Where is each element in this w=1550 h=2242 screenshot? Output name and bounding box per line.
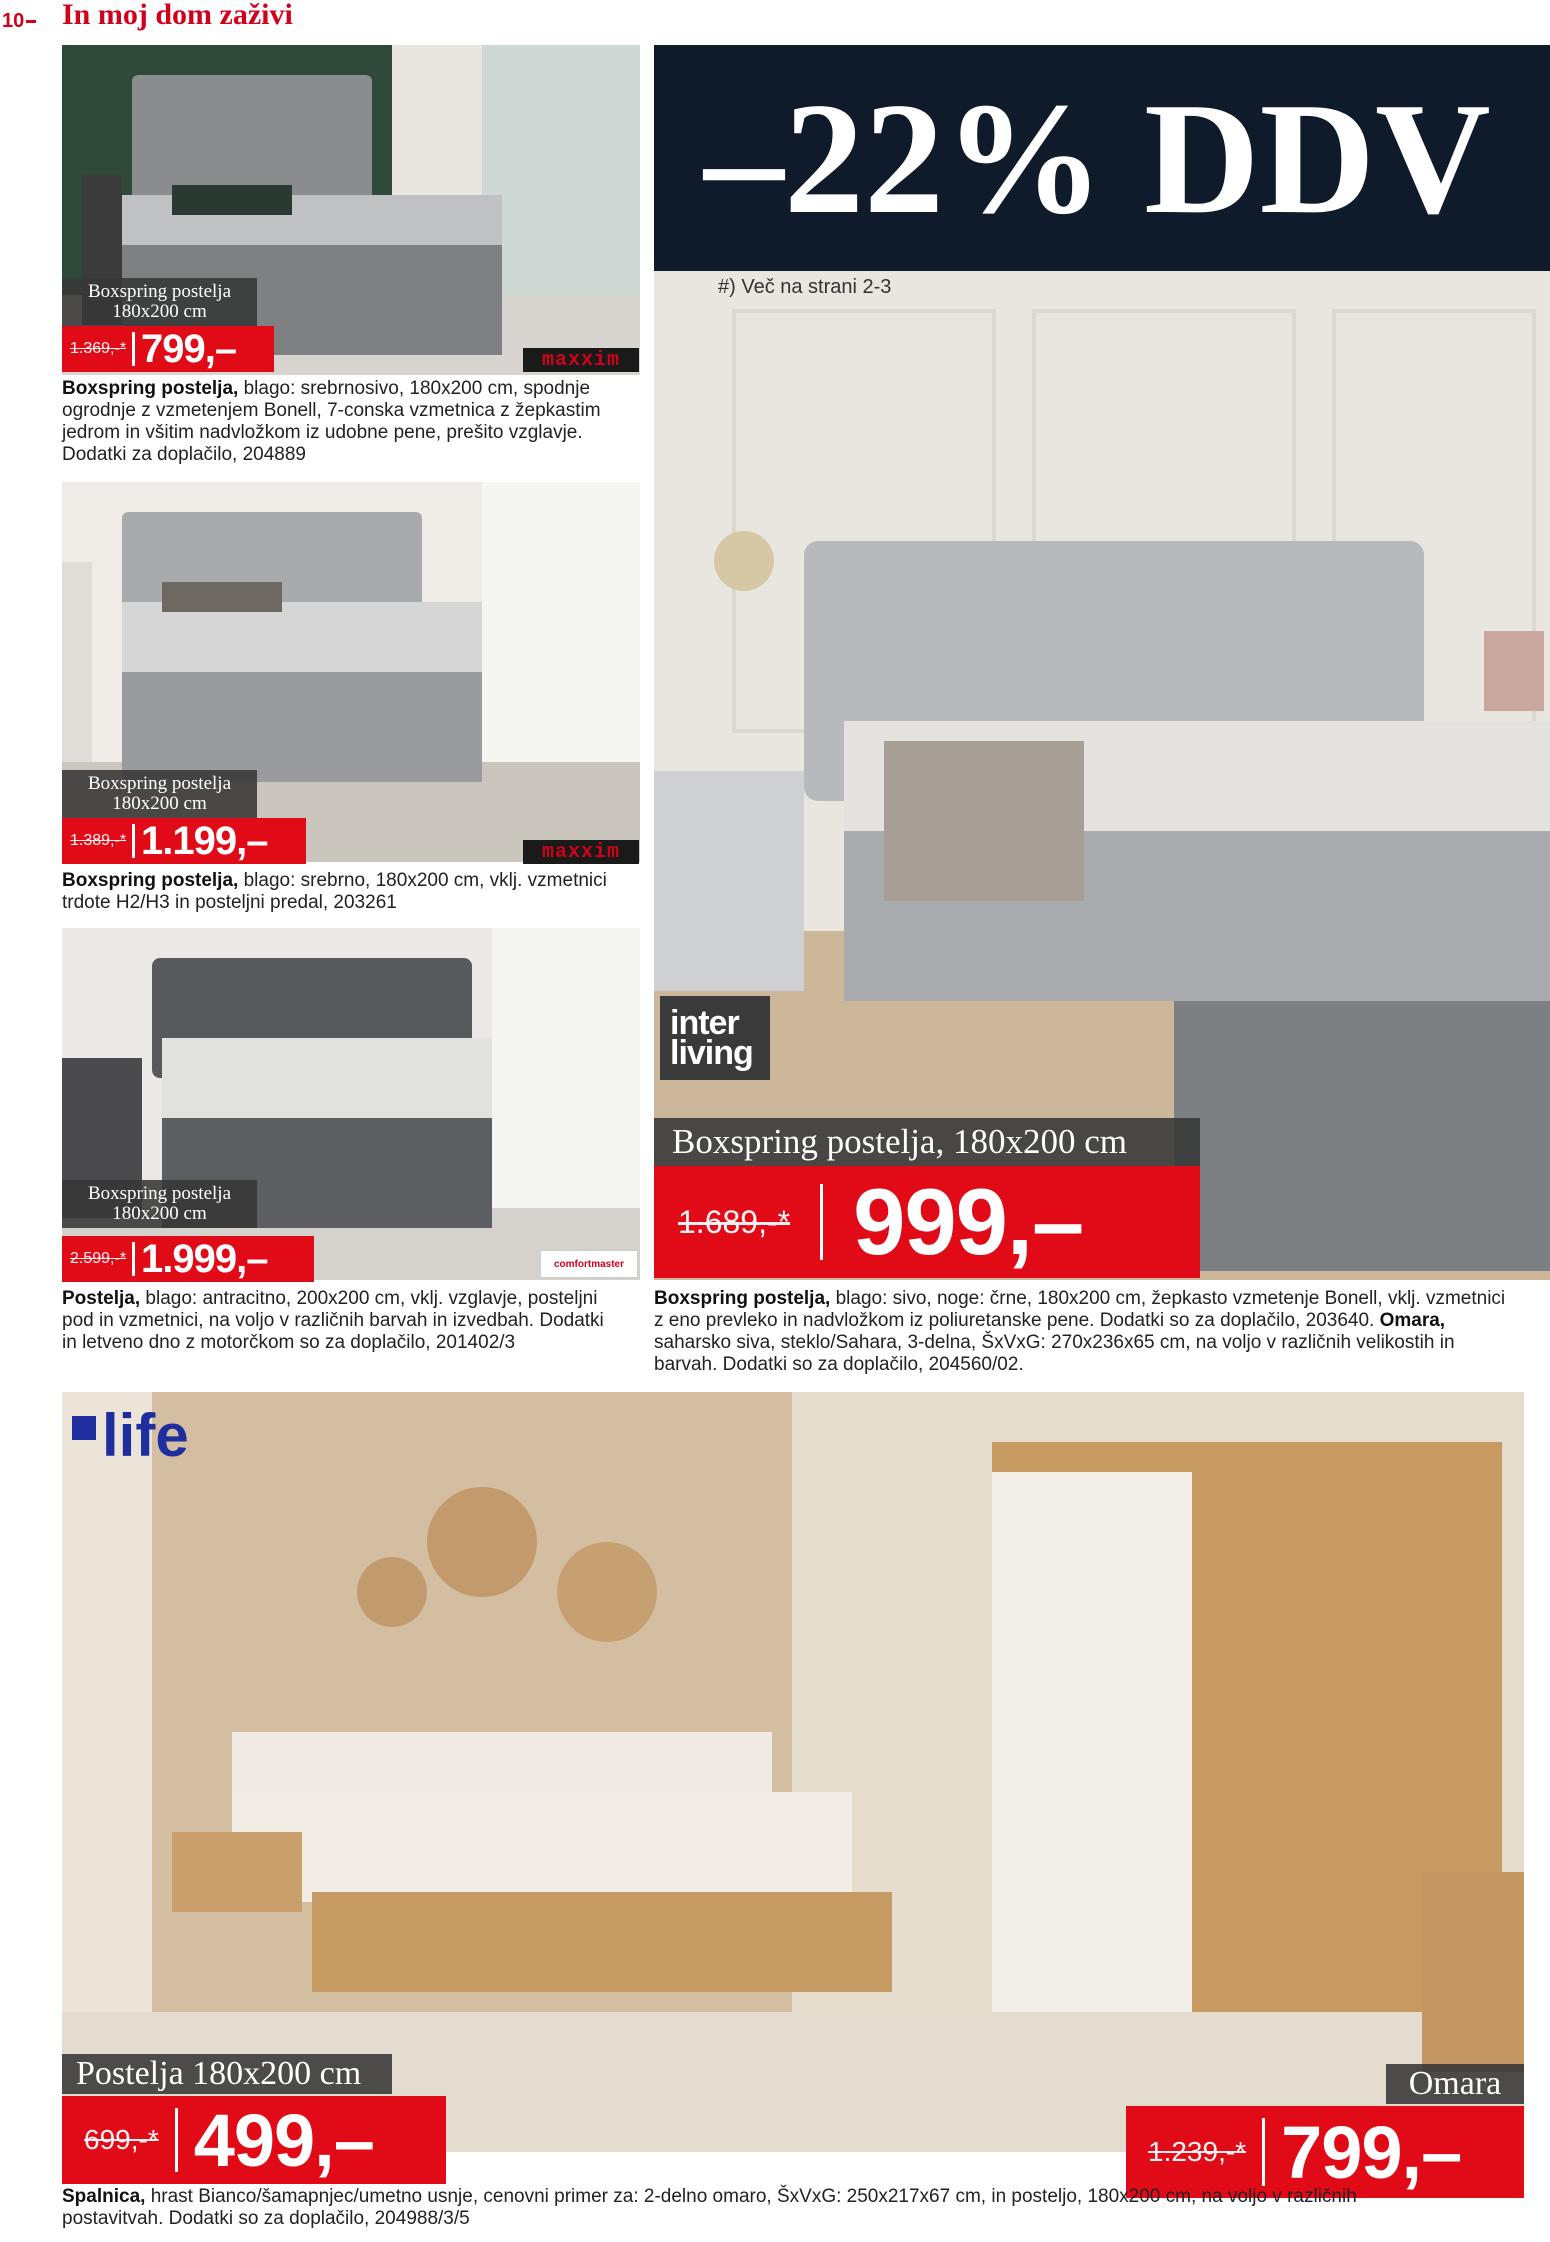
product-desc-title: Boxspring postelja, xyxy=(654,1288,831,1309)
price-tag-4 xyxy=(654,1166,1200,1278)
new-price: 499,– xyxy=(193,2098,374,2182)
product-description-5 xyxy=(62,2186,1462,2230)
old-price: 1.369,-* xyxy=(70,340,127,357)
product-description-3 xyxy=(62,1288,622,1354)
product-name-box-3 xyxy=(62,1180,257,1228)
product-desc-text: blago: srebrno, 180x200 cm, vklj. vzmetnici trdote H2/H3 in posteljni predal, 203261 xyxy=(62,870,607,913)
product-description-4 xyxy=(654,1288,1514,1376)
product-name-box-wardrobe xyxy=(1386,2064,1524,2104)
new-price: 799,– xyxy=(1281,2110,1462,2194)
brand-line1: inter xyxy=(670,1004,739,1042)
product-name-box-bed xyxy=(62,2054,392,2094)
brand-logo-comfortmaster: comfortmaster xyxy=(540,1250,638,1278)
new-price: 799,– xyxy=(141,326,237,371)
product-desc-text: blago: sivo, noge: črne, 180x200 cm, žepkasto vzmetenje Bonell, vklj. vzmetnici z eno prevleko in nadvložkom iz poliuretanske pene. Dodatki so za doplačilo, 203640. xyxy=(654,1288,1506,1331)
product-desc-text-2: saharsko siva, steklo/Sahara, 3-delna, ŠxVxG: 270x236x65 cm, na voljo v različnih velikostih in barvah. Dodatki so za doplačilo, 204560/02. xyxy=(654,1332,1455,1375)
product-name-line2: 180x200 cm xyxy=(112,300,207,322)
product-name-line2: 180x200 cm xyxy=(112,1202,207,1224)
product-desc-title: Spalnica, xyxy=(62,2186,146,2207)
old-price: 2.599,-* xyxy=(70,1250,127,1267)
new-price: 1.999,– xyxy=(141,1236,268,1281)
price-tag-wardrobe xyxy=(1126,2106,1524,2198)
price-tag-2 xyxy=(62,818,306,864)
old-price: 1.239,-* xyxy=(1148,2136,1247,2167)
product-desc-title: Boxspring postelja, xyxy=(62,870,239,891)
ddv-discount-banner: –22% DDV xyxy=(654,45,1550,271)
product-description-1 xyxy=(62,378,622,466)
new-price: 999,– xyxy=(853,1169,1084,1274)
brand-logo-maxxim: maxxim xyxy=(523,348,639,372)
product-name: Postelja 180x200 cm xyxy=(76,2055,362,2092)
brand-logo-life xyxy=(72,1400,189,1470)
product-name-box-1 xyxy=(62,278,257,326)
product-name-box-2 xyxy=(62,770,257,818)
old-price: 699,-* xyxy=(84,2124,159,2155)
product-name-line1: Boxspring postelja xyxy=(87,773,232,794)
product-name-line1: Boxspring postelja xyxy=(87,281,232,302)
price-tag-1 xyxy=(62,326,274,372)
product-desc-text: blago: srebrnosivo, 180x200 cm, spodnje ogrodnje z vzmetenjem Bonell, 7-conska vzmetnica z žepkastim jedrom in všitim nadvložkom iz udobne pene, prešito vzglavje. Dodatki za doplačilo, 204889 xyxy=(62,378,601,465)
product-description-2 xyxy=(62,870,622,914)
life-square-icon xyxy=(72,1416,96,1440)
product-name-line2: 180x200 cm xyxy=(112,792,207,814)
price-tag-bed xyxy=(62,2096,446,2184)
brand-logo-maxxim: maxxim xyxy=(523,840,639,864)
page-number: 10 xyxy=(2,10,36,33)
product-desc-text: hrast Bianco/šamapnjec/umetno usnje, cenovni primer za: 2-delno omaro, ŠxVxG: 250x217x67 cm, in posteljo, 180x200 cm, na voljo v različnih postavitvah. Dodatki so za doplačilo, 204988/3/5 xyxy=(62,2186,1357,2229)
product-name: Boxspring postelja, 180x200 cm xyxy=(672,1122,1127,1161)
page-title: In moj dom zaživi xyxy=(62,0,293,31)
product-name-line1: Boxspring postelja xyxy=(87,1183,232,1204)
new-price: 1.199,– xyxy=(141,818,268,863)
product-desc-title-2: Omara, xyxy=(1379,1310,1446,1331)
product-desc-title: Boxspring postelja, xyxy=(62,378,239,399)
bedroom-photo xyxy=(62,1392,1524,2152)
product-desc-text: blago: antracitno, 200x200 cm, vklj. vzglavje, posteljni pod in vzmetnici, na voljo v različnih barvah in izvedbah. Dodatki in letveno dno z motorčkom so za doplačilo, 201402/3 xyxy=(62,1288,604,1353)
product-name: Omara xyxy=(1408,2065,1502,2102)
price-tag-3 xyxy=(62,1236,314,1282)
banner-note: #) Več na strani 2-3 xyxy=(718,276,892,298)
brand-logo-interliving xyxy=(660,996,770,1080)
product-desc-title: Postelja, xyxy=(62,1288,141,1309)
old-price: 1.689,-* xyxy=(678,1203,791,1240)
brand-name: life xyxy=(102,1401,189,1469)
brand-line2: living xyxy=(670,1034,753,1072)
product-name-box-4 xyxy=(654,1118,1200,1167)
old-price: 1.389,-* xyxy=(70,832,127,849)
